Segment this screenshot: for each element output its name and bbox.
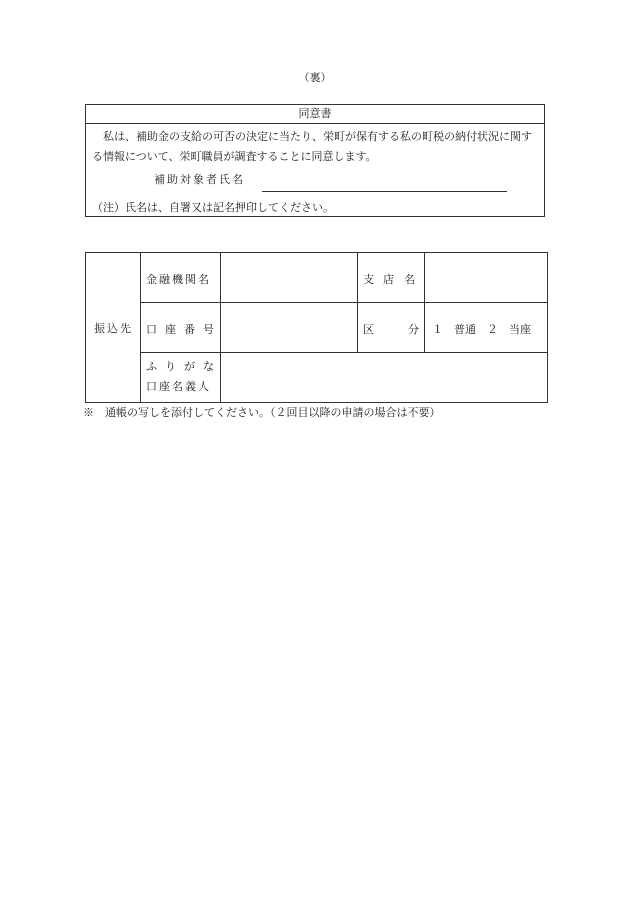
- account-type-label-1: 区: [363, 323, 374, 336]
- table-divider: [357, 253, 358, 353]
- table-divider: [140, 302, 547, 303]
- table-divider: [140, 352, 547, 353]
- back-side-label: （裏）: [298, 71, 332, 84]
- passbook-footnote: ※ 通帳の写しを添付してください。（２回目以降の申請の場合は不要）: [83, 406, 441, 419]
- consent-title: 同意書: [86, 105, 544, 124]
- table-divider: [140, 253, 141, 402]
- account-type-options[interactable]: １ 普通 ２ 当座: [432, 323, 531, 336]
- branch-label-char: 店: [383, 273, 394, 286]
- consent-body-text: 私は、補助金の支給の可否の決定に当たり、栄町が保有する私の町税の納付状況に関する情報について、栄町職員が調査することに同意します。: [92, 130, 532, 163]
- furigana-label: ふりがな: [146, 360, 222, 373]
- table-divider: [424, 253, 425, 353]
- branch-name-label: [363, 271, 419, 287]
- bank-transfer-table: [85, 252, 548, 403]
- signer-name-line[interactable]: [262, 191, 507, 192]
- financial-institution-field[interactable]: [226, 259, 352, 297]
- transfer-destination-label: 振込先: [94, 322, 133, 335]
- account-type-label-2: 分: [408, 323, 419, 336]
- account-holder-field[interactable]: [226, 357, 542, 397]
- branch-name-field[interactable]: [430, 259, 542, 297]
- branch-label-char: 名: [404, 273, 415, 286]
- branch-label-char: 支: [363, 273, 374, 286]
- consent-form-box: [85, 104, 545, 217]
- account-holder-label: 口座名義人: [146, 380, 211, 393]
- financial-institution-label: 金融機関名: [146, 273, 211, 286]
- account-number-field[interactable]: [226, 309, 352, 347]
- consent-note: （注）氏名は、自署又は記名押印してください。: [92, 201, 334, 214]
- signer-name-label: 補助対象者氏名: [154, 173, 245, 186]
- account-number-label: 口座番号: [146, 323, 222, 336]
